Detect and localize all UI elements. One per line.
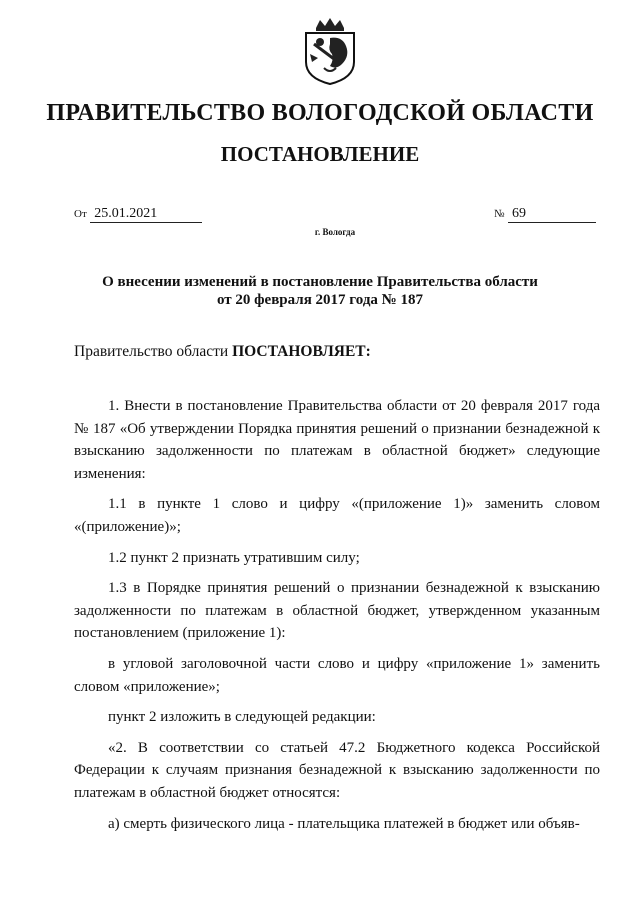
paragraph: пункт 2 изложить в следующей редакции:: [108, 709, 376, 726]
document-date: 25.01.2021: [90, 206, 202, 223]
paragraph: 1.2 пункт 2 признать утратившим силу;: [108, 549, 360, 566]
paragraph: «2. В соответствии со статьей 47.2 Бюджетного кодекса Российской Федерации к случаям признания безнадежной к взысканию задолженности по платежам в областной бюджет относятся:: [74, 739, 600, 801]
preamble: [74, 343, 371, 361]
date-prefix: От: [74, 208, 87, 220]
subject-line-1: О внесении изменений в постановление Правительства области: [102, 274, 538, 290]
vologda-coat-of-arms-icon: [300, 18, 360, 86]
paragraph: в угловой заголовочной части слово и цифру «приложение 1» заменить словом «приложение»;: [74, 655, 600, 695]
document-body: [74, 395, 600, 843]
number-field: [494, 206, 596, 223]
number-prefix: №: [494, 208, 505, 220]
document-type: ПОСТАНОВЛЕНИЕ: [220, 142, 420, 166]
paragraph: 1. Внести в постановление Правительства области от 20 февраля 2017 года № 187 «Об утверждении Порядка принятия решений о признании безнадежной к взысканию задолженности по платежам в областной бюджет» следующие изменения:: [74, 398, 600, 482]
subject-line-2: от 20 февраля 2017 года № 187: [217, 292, 423, 308]
document-city: г. Вологда: [314, 227, 356, 237]
org-title: ПРАВИТЕЛЬСТВО ВОЛОГОДСКОЙ ОБЛАСТИ: [46, 100, 594, 126]
preamble-text: Правительство области: [74, 343, 233, 360]
preamble-bold: ПОСТАНОВЛЯЕТ:: [232, 343, 371, 360]
paragraph: 1.1 в пункте 1 слово и цифру «(приложение 1)» заменить словом «(приложение)»;: [74, 496, 600, 535]
paragraph: а) смерть физического лица - плательщика платежей в бюджет или объяв-: [108, 815, 580, 832]
document-number: 69: [508, 206, 596, 223]
paragraph: 1.3 в Порядке принятия решений о признании безнадежной к взысканию задолженности по платежам в областной бюджет, утвержденном указанным постановлением (приложение 1):: [74, 580, 600, 642]
document-subject: [0, 273, 640, 309]
date-field: [74, 206, 202, 223]
